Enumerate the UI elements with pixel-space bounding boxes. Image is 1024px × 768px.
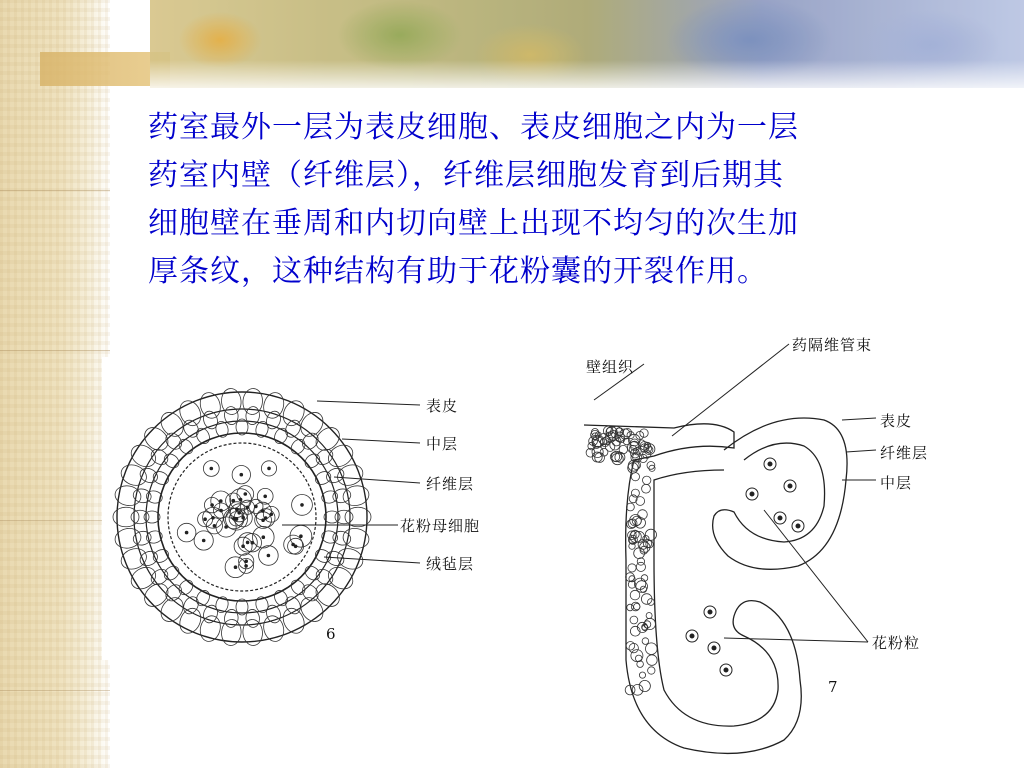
paragraph-line: 药室内壁（纤维层），纤维层细胞发育到后期其 <box>148 158 784 193</box>
label-epidermis: 表皮 <box>426 397 459 415</box>
anther-cross-section-figure <box>102 357 496 660</box>
label-wall-tissue: 壁组织 <box>586 358 635 376</box>
paragraph-line: 药室最外一层为表皮细胞、表皮细胞之内为一层 <box>148 110 799 145</box>
figure-number: 6 <box>326 625 337 643</box>
body-paragraph <box>148 104 988 296</box>
label-middle-layer: 中层 <box>426 435 459 453</box>
label-fibrous-layer: 纤维层 <box>880 444 929 462</box>
mature-anther-figure <box>584 330 944 768</box>
banner-fade <box>150 60 1024 90</box>
figure-number: 7 <box>828 678 839 696</box>
label-epidermis: 表皮 <box>880 412 913 430</box>
label-fibrous-layer: 纤维层 <box>426 475 475 493</box>
label-tapetum: 绒毡层 <box>426 555 475 573</box>
label-pollen-grain: 花粉粒 <box>872 634 921 652</box>
label-connective-bundle: 药隔维管束 <box>792 336 873 354</box>
label-pollen-mother-cell: 花粉母细胞 <box>400 517 481 535</box>
label-middle-layer: 中层 <box>880 474 913 492</box>
mature-anther-drawing <box>584 330 944 768</box>
paragraph-line: 细胞壁在垂周和内切向壁上出现不均匀的次生加 <box>148 206 799 241</box>
parchment-side-band <box>0 0 110 768</box>
paragraph-line: 厚条纹，这种结构有助于花粉囊的开裂作用。 <box>148 254 768 289</box>
